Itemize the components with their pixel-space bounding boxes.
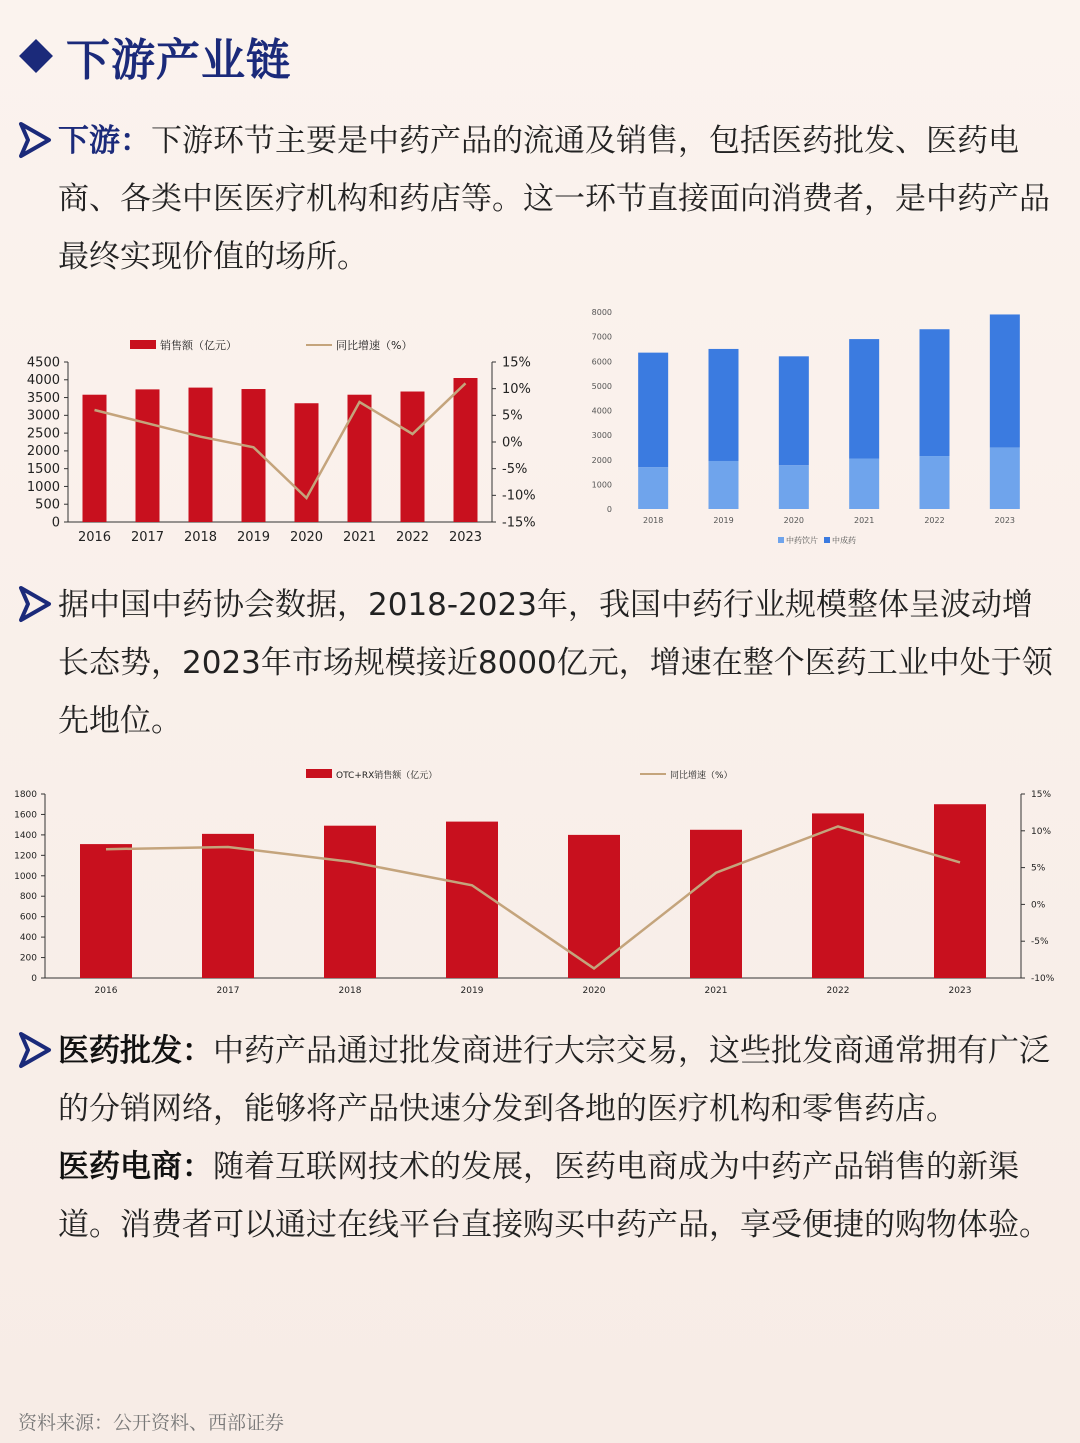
y-tick-label: 400 — [19, 933, 37, 944]
stacked-bar-segment — [990, 314, 1020, 447]
legend-label: 同比增速（%） — [670, 771, 733, 781]
paragraph-wholesale — [18, 1022, 1058, 1254]
y-tick-label: 3500 — [26, 390, 60, 406]
paragraph-text: 据中国中药协会数据，2018-2023年，我国中药行业规模整体呈波动增长态势，2023年市场规模接近8000亿元，增速在整个医药工业中处于领先地位。 — [58, 587, 1053, 739]
page-title-row — [18, 26, 291, 86]
y-tick-label: 1500 — [26, 462, 60, 477]
x-tick-label: 2019 — [236, 530, 271, 545]
y2-tick-label: -10% — [1031, 974, 1055, 984]
y2-tick-label: -5% — [502, 462, 528, 477]
x-tick-label: 2018 — [183, 530, 218, 545]
y-tick-label: 8000 — [591, 308, 612, 317]
legend-label: 同比增速（%） — [336, 339, 413, 352]
y-tick-label: 1000 — [26, 479, 60, 495]
legend-swatch — [778, 537, 784, 543]
y-tick-label: 1400 — [14, 830, 37, 841]
y-tick-label: 6000 — [591, 357, 612, 367]
arrow-bullet-icon — [18, 1022, 58, 1254]
stacked-bar-segment — [709, 461, 739, 509]
bar — [295, 403, 319, 522]
paragraph-body: 随着互联网技术的发展，医药电商成为中药产品销售的新渠道。消费者可以通过在线平台直接购买中药产品，享受便捷的购物体验。 — [58, 1149, 1050, 1243]
y-tick-label: 2000 — [591, 455, 612, 465]
x-tick-label: 2017 — [130, 530, 165, 545]
x-tick-label: 2019 — [713, 516, 734, 525]
x-tick-label: 2023 — [448, 530, 483, 545]
chart-sales-growth — [18, 298, 558, 558]
y-tick-label: 1800 — [14, 790, 37, 800]
y-tick-label: 2000 — [26, 444, 60, 460]
y-tick-label: 0 — [606, 505, 612, 514]
paragraph-text — [58, 112, 1058, 286]
x-tick-label: 2022 — [924, 516, 945, 525]
paragraph-market-size — [18, 576, 1058, 750]
y2-tick-label: 15% — [502, 355, 531, 371]
bar — [136, 389, 160, 522]
y-tick-label: 4000 — [26, 373, 60, 389]
x-tick-label: 2022 — [826, 986, 850, 996]
bar — [202, 834, 254, 978]
y-tick-label: 1200 — [14, 851, 37, 862]
stacked-bar-segment — [990, 447, 1020, 509]
y-tick-label: 3000 — [591, 431, 612, 441]
legend-label: 销售额（亿元） — [160, 339, 237, 352]
y-tick-label: 800 — [19, 892, 37, 903]
y2-tick-label: 5% — [502, 408, 523, 424]
y2-tick-label: 15% — [1031, 790, 1052, 800]
legend-label: OTC+RX销售额（亿元） — [336, 771, 438, 781]
source-note: 资料来源：公开资料、西部证券 — [18, 1412, 285, 1434]
x-tick-label: 2021 — [704, 986, 728, 996]
bar — [446, 822, 498, 978]
stacked-bar-segment — [920, 329, 950, 456]
y2-tick-label: -15% — [502, 515, 536, 531]
stacked-bar-segment — [638, 353, 668, 468]
y-tick-label: 3000 — [26, 408, 60, 424]
stacked-bar-segment — [709, 349, 739, 461]
stacked-bar-segment — [779, 465, 809, 509]
bar — [812, 813, 864, 978]
bar — [454, 378, 478, 522]
bar — [80, 844, 132, 978]
bar — [324, 826, 376, 978]
y-tick-label: 1000 — [14, 871, 37, 882]
y-tick-label: 7000 — [591, 332, 612, 342]
stacked-bar-segment — [920, 456, 950, 509]
x-tick-label: 2018 — [338, 986, 362, 996]
y2-tick-label: 5% — [1031, 863, 1046, 874]
paragraph-text — [58, 1022, 1058, 1254]
y-tick-label: 4500 — [26, 355, 60, 371]
arrow-bullet-icon — [18, 576, 58, 750]
arrow-bullet-icon — [18, 112, 58, 286]
bar — [934, 804, 986, 978]
x-tick-label: 2021 — [853, 516, 875, 525]
legend-swatch — [824, 537, 830, 543]
y-tick-label: 1000 — [591, 480, 612, 490]
y-tick-label: 1600 — [14, 810, 37, 821]
y2-tick-label: -5% — [1031, 937, 1049, 948]
y-tick-label: 0 — [51, 515, 60, 531]
y2-tick-label: 0% — [1031, 900, 1046, 911]
page-title: 下游产业链 — [66, 35, 291, 86]
bar — [189, 388, 213, 522]
stacked-bar-segment — [638, 467, 668, 509]
stacked-bar-segment — [779, 356, 809, 465]
y2-tick-label: 10% — [1031, 826, 1052, 837]
chart-otc-rx — [0, 760, 1080, 1005]
stacked-bar-segment — [849, 459, 879, 509]
bar — [401, 392, 425, 522]
paragraph-body: 中药产品通过批发商进行大宗交易，这些批发商通常拥有广泛的分销网络，能够将产品快速分发到各地的医疗机构和零售药店。 — [58, 1033, 1050, 1127]
paragraph-lead: 医药电商： — [58, 1149, 213, 1185]
y-tick-label: 2500 — [26, 426, 60, 442]
x-tick-label: 2023 — [994, 516, 1016, 525]
diamond-bullet-icon — [19, 39, 53, 73]
paragraph-body: 下游环节主要是中药产品的流通及销售，包括医药批发、医药电商、各类中医医疗机构和药店等。这一环节直接面向消费者，是中药产品最终实现价值的场所。 — [58, 123, 1050, 275]
x-tick-label: 2019 — [460, 986, 484, 996]
x-tick-label: 2020 — [582, 986, 606, 996]
bar — [690, 830, 742, 978]
y-tick-label: 0 — [31, 974, 37, 984]
x-tick-label: 2016 — [77, 530, 112, 545]
x-tick-label: 2016 — [94, 986, 118, 996]
legend-label: 中成药 — [832, 536, 856, 545]
x-tick-label: 2020 — [783, 516, 805, 525]
y2-tick-label: 0% — [502, 435, 523, 451]
legend-swatch-bar — [130, 340, 156, 349]
x-tick-label: 2017 — [216, 986, 240, 996]
paragraph-lead: 下游： — [58, 123, 151, 159]
stacked-bar-segment — [849, 339, 879, 458]
y-tick-label: 5000 — [591, 381, 612, 391]
x-tick-label: 2018 — [642, 516, 664, 525]
x-tick-label: 2021 — [342, 530, 377, 545]
x-tick-label: 2023 — [948, 986, 972, 996]
paragraph-downstream — [18, 112, 1058, 286]
x-tick-label: 2020 — [289, 530, 324, 545]
chart-stacked-market — [570, 298, 1050, 558]
legend-label: 中药饮片 — [786, 536, 818, 545]
x-tick-label: 2022 — [395, 530, 430, 545]
y-tick-label: 200 — [19, 953, 37, 964]
bar — [83, 395, 107, 522]
y2-tick-label: -10% — [502, 488, 536, 504]
bar — [348, 395, 372, 522]
legend-swatch-bar — [306, 769, 332, 778]
y-tick-label: 600 — [19, 912, 37, 923]
y-tick-label: 4000 — [591, 406, 612, 416]
y2-tick-label: 10% — [502, 382, 531, 397]
y-tick-label: 500 — [35, 497, 60, 513]
paragraph-lead: 医药批发： — [58, 1033, 213, 1069]
